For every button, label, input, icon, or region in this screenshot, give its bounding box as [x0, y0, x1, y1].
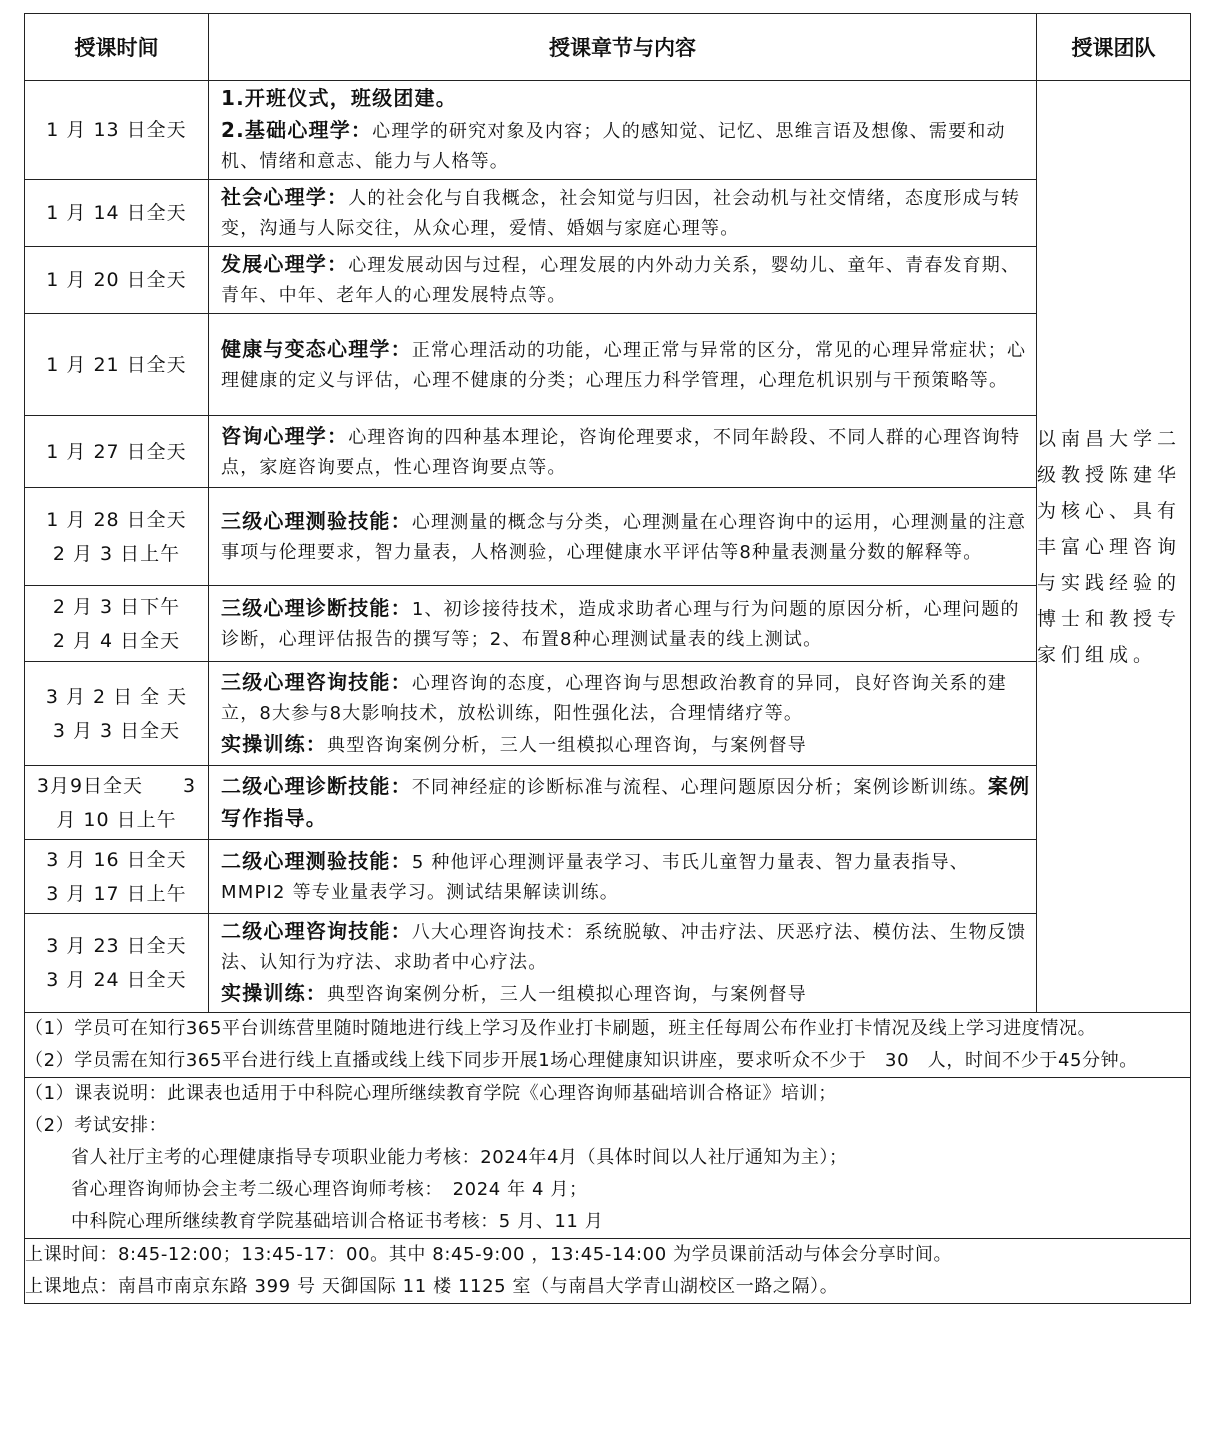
note-schedule-desc: （1）课表说明：此课表也适用于中科院心理所继续教育学院《心理咨询师基础培训合格证》培训； — [25, 1083, 837, 1104]
schedule-body — [25, 81, 1191, 1013]
session-date — [25, 586, 209, 662]
topic-title: 三级心理咨询技能： — [221, 669, 412, 694]
session-date — [25, 766, 209, 840]
topic-title: 实操训练： — [221, 731, 327, 756]
date-line: 1 月 28 日全天 — [46, 508, 187, 531]
topic-title: 实操训练： — [221, 981, 327, 1005]
content-paragraph — [221, 83, 1032, 115]
content-paragraph — [221, 115, 1032, 177]
exam-item: 省人社厅主考的心理健康指导专项职业能力考核：2024年4月（具体时间以人社厅通知为主）； — [71, 1147, 848, 1168]
note-exam-title: （2）考试安排： — [25, 1115, 168, 1136]
schedule-row — [25, 314, 1191, 416]
notes-row-2 — [25, 1078, 1191, 1239]
content-paragraph — [221, 729, 1032, 761]
schedule-row — [25, 81, 1191, 180]
schedule-table — [24, 13, 1191, 1304]
date-line: 3月9日全天 3 — [36, 774, 197, 797]
notes-exams — [25, 1078, 1191, 1239]
schedule-row — [25, 488, 1191, 586]
date-line: 2 月 4 日全天 — [52, 629, 181, 652]
schedule-row — [25, 914, 1191, 1013]
date-line: 3 月 23 日全天 — [46, 935, 187, 957]
topic-title: 1.开班仪式，班级团建。 — [221, 86, 457, 110]
content-paragraph — [221, 182, 1032, 244]
date-line: 月 10 日上午 — [56, 808, 177, 831]
topic-description: 正常心理活动的功能，心理正常与异常的区分，常见的心理异常症状；心理健康的定义与评估，心理不健康的分类；心理压力科学管理，心理危机识别与干预策略等。 — [221, 339, 1027, 391]
exam-item: 省心理咨询师协会主考二级心理咨询师考核： 2024 年 4 月； — [71, 1179, 588, 1200]
session-date — [25, 488, 209, 586]
date-line: 3 月 17 日上午 — [46, 882, 187, 905]
schedule-row — [25, 416, 1191, 488]
content-paragraph — [221, 334, 1032, 396]
notes-row-3 — [25, 1239, 1191, 1304]
class-location: 上课地点：南昌市南京东路 399 号 天御国际 11 楼 1125 室（与南昌大学青山湖校区一路之隔）。 — [25, 1276, 839, 1297]
topic-description: 心理发展动因与过程，心理发展的内外动力关系，婴幼儿、童年、青春发育期、青年、中年、老年人的心理发展特点等。 — [221, 255, 1021, 306]
session-content — [209, 914, 1037, 1013]
topic-highlight: 案例写作指导。 — [221, 773, 1031, 830]
content-paragraph — [221, 667, 1032, 729]
notes-row-1 — [25, 1013, 1191, 1078]
topic-title: 三级心理诊断技能： — [221, 595, 412, 620]
session-date — [25, 180, 209, 247]
topic-description: 人的社会化与自我概念，社会知觉与归因，社会动机与社交情绪，态度形成与转变，沟通与人际交往，从众心理，爱情、婚姻与家庭心理等。 — [221, 188, 1021, 239]
session-content — [209, 180, 1037, 247]
header-time: 授课时间 — [25, 14, 209, 81]
topic-title: 三级心理测验技能： — [221, 508, 412, 533]
topic-description: 5 种他评心理测评量表学习、韦氏儿童智力量表、智力量表指导、MMPI2 等专业量表学习。测试结果解读训练。 — [221, 851, 969, 903]
schedule-row — [25, 662, 1191, 766]
session-date — [25, 314, 209, 416]
schedule-row — [25, 586, 1191, 662]
date-line: 2 月 3 日上午 — [52, 542, 181, 565]
content-paragraph — [221, 978, 1032, 1010]
date-line: 2 月 3 日下午 — [52, 595, 181, 618]
content-paragraph — [221, 916, 1032, 978]
topic-title: 发展心理学： — [221, 252, 349, 276]
topic-title: 2.基础心理学： — [221, 118, 373, 142]
topic-description: 不同神经症的诊断标准与流程、心理问题原因分析；案例诊断训练。 — [411, 776, 988, 798]
schedule-row — [25, 766, 1191, 840]
notes-online — [25, 1013, 1191, 1078]
topic-title: 二级心理测验技能： — [221, 848, 412, 873]
notes-class-info — [25, 1239, 1191, 1304]
content-paragraph — [221, 506, 1032, 568]
session-content — [209, 586, 1037, 662]
note-online-2: （2）学员需在知行365平台进行线上直播或线上线下同步开展1场心理健康知识讲座，要求听众不少于 30 人，时间不少于45分钟。 — [25, 1050, 1138, 1071]
topic-title: 咨询心理学： — [221, 423, 349, 448]
session-date — [25, 416, 209, 488]
schedule-row — [25, 840, 1191, 914]
content-paragraph — [221, 421, 1032, 483]
date-line: 1 月 13 日全天 — [46, 119, 187, 141]
session-date — [25, 840, 209, 914]
session-content — [209, 766, 1037, 840]
topic-description: 八大心理咨询技术：系统脱敏、冲击疗法、厌恶疗法、模仿法、生物反馈法、认知行为疗法、求助者中心疗法。 — [221, 922, 1027, 973]
date-line: 1 月 20 日全天 — [46, 269, 187, 291]
session-content — [209, 662, 1037, 766]
topic-title: 二级心理诊断技能： — [221, 773, 412, 798]
date-line: 3 月 16 日全天 — [46, 848, 187, 871]
topic-title: 社会心理学： — [221, 185, 349, 209]
note-online-1: （1）学员可在知行365平台训练营里随时随地进行线上学习及作业打卡刷题，班主任每周公布作业打卡情况及线上学习进度情况。 — [25, 1018, 1097, 1039]
content-paragraph — [221, 846, 1032, 908]
session-content — [209, 247, 1037, 314]
date-line: 3 月 24 日全天 — [46, 969, 187, 991]
content-paragraph — [221, 249, 1032, 311]
session-date — [25, 247, 209, 314]
session-content — [209, 81, 1037, 180]
topic-description: 心理咨询的态度，心理咨询与思想政治教育的异同，良好咨询关系的建立，8大参与8大影响技术，放松训练，阳性强化法，合理情绪疗等。 — [221, 672, 1008, 724]
topic-description: 典型咨询案例分析，三人一组模拟心理咨询，与案例督导 — [327, 734, 807, 756]
session-content — [209, 488, 1037, 586]
content-paragraph — [221, 593, 1032, 655]
teaching-team: 以南昌大学二级教授陈建华为核心、具有丰富心理咨询与实践经验的博士和教授专家们组成。 — [1037, 81, 1191, 1013]
date-line: 3 月 3 日全天 — [52, 719, 181, 742]
date-line: 3 月 2 日 全 天 — [45, 685, 188, 708]
schedule-row — [25, 180, 1191, 247]
content-paragraph — [221, 771, 1032, 835]
header-team: 授课团队 — [1037, 14, 1191, 81]
session-content — [209, 840, 1037, 914]
date-line: 1 月 27 日全天 — [46, 440, 187, 463]
date-line: 1 月 14 日全天 — [46, 202, 187, 224]
header-content: 授课章节与内容 — [209, 14, 1037, 81]
schedule-row — [25, 247, 1191, 314]
topic-description: 心理咨询的四种基本理论，咨询伦理要求，不同年龄段、不同人群的心理咨询特点，家庭咨询要点，性心理咨询要点等。 — [221, 426, 1021, 478]
topic-description: 1、初诊接待技术，造成求助者心理与行为问题的原因分析，心理问题的诊断，心理评估报告的撰写等；2、布置8种心理测试量表的线上测试。 — [221, 598, 1020, 650]
session-content — [209, 314, 1037, 416]
topic-description: 心理学的研究对象及内容；人的感知觉、记忆、思维言语及想像、需要和动机、情绪和意志、能力与人格等。 — [221, 121, 1006, 172]
session-date — [25, 662, 209, 766]
exam-item: 中科院心理所继续教育学院基础培训合格证书考核：5 月、11 月 — [71, 1211, 604, 1232]
header-row — [25, 14, 1191, 81]
topic-description: 典型咨询案例分析，三人一组模拟心理咨询，与案例督导 — [327, 984, 807, 1005]
topic-title: 健康与变态心理学： — [221, 336, 412, 361]
topic-description: 心理测量的概念与分类，心理测量在心理咨询中的运用，心理测量的注意事项与伦理要求，智力量表，人格测验，心理健康水平评估等8种量表测量分数的解释等。 — [221, 511, 1027, 563]
session-date — [25, 81, 209, 180]
session-content — [209, 416, 1037, 488]
topic-title: 二级心理咨询技能： — [221, 919, 412, 943]
class-time: 上课时间：8:45-12:00；13:45-17：00。其中 8:45-9:00 ，13:45-14:00 为学员课前活动与体会分享时间。 — [25, 1244, 953, 1265]
session-date — [25, 914, 209, 1013]
date-line: 1 月 21 日全天 — [46, 353, 187, 376]
